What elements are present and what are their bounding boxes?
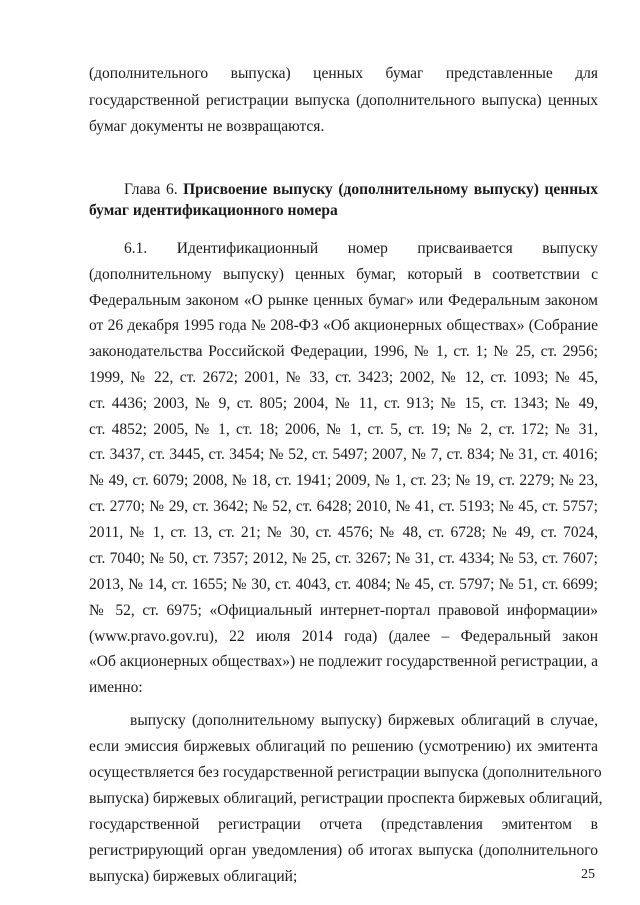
chapter-title-part-1: Присвоение выпуску (дополнительному выпуску) ценных [183,181,598,198]
section-6-1-line-11: ст. 2770; № 29, ст. 3642; № 52, ст. 6428; 2010, № 41, ст. 5193; № 45, ст. 5757; [89,498,598,515]
section-6-1-line-9: ст. 3437, ст. 3445, ст. 3454; № 52, ст. 5497; 2007, № 7, ст. 834; № 31, ст. 4016; [89,446,598,463]
section-6-1-line-17: «Об акционерных обществах») не подлежит государственной регистрации, а [89,653,598,670]
section-6-1-line-13: ст. 7040; № 50, ст. 7357; 2012, № 25, ст. 3267; № 31, ст. 4334; № 53, ст. 7607; [89,550,598,567]
page-number: 25 [581,867,595,882]
section-6-1-line-15: № 52, ст. 6975; «Официальный интернет-портал правовой информации» [89,602,598,619]
section-6-1-line-5: законодательства Российской Федерации, 1996, № 1, ст. 1; № 25, ст. 2956; [89,343,598,360]
item-paragraph-line-6: регистрирующий орган уведомления) об итогах выпуска (дополнительного [89,842,598,859]
item-paragraph-line-1: выпуску (дополнительному выпуску) биржевых облигаций в случае, [130,712,598,729]
section-6-1-line-14: 2013, № 14, ст. 1655; № 30, ст. 4043, ст. 4084; № 45, ст. 5797; № 51, ст. 6699; [89,576,598,593]
top-paragraph-line-1: (дополнительного выпуска) ценных бумаг представленные для [89,65,598,82]
section-6-1-line-4: от 26 декабря 1995 года № 208-ФЗ «Об акционерных обществах» (Собрание [89,317,598,334]
section-6-1-line-1: 6.1. Идентификационный номер присваивается выпуску [124,240,598,257]
item-paragraph-line-4: выпуска) биржевых облигаций, регистрации проспекта биржевых облигаций, [89,790,603,807]
item-paragraph-line-2: если эмиссия биржевых облигаций по решению (усмотрению) их эмитента [89,738,598,755]
item-paragraph-line-5: государственной регистрации отчета (представления эмитентом в [89,816,598,833]
section-6-1-line-12: 2011, № 1, ст. 13, ст. 21; № 30, ст. 4576; № 48, ст. 6728; № 49, ст. 7024, [89,524,598,541]
section-6-1-line-2: (дополнительному выпуску) ценных бумаг, который в соответствии с [89,266,598,283]
top-paragraph-line-3: бумаг документы не возвращаются. [89,118,325,135]
section-6-1-line-7: ст. 4436; 2003, № 9, ст. 805; 2004, № 11, ст. 913; № 15, ст. 1343; № 49, [89,395,598,412]
section-6-1-line-8: ст. 4852; 2005, № 1, ст. 18; 2006, № 1, ст. 5, ст. 19; № 2, ст. 172; № 31, [89,421,598,438]
top-paragraph-line-2: государственной регистрации выпуска (дополнительного выпуска) ценных [89,92,598,109]
section-6-1-line-16: (www.pravo.gov.ru), 22 июля 2014 года) (далее – Федеральный закон [89,628,598,645]
section-6-1-line-18: именно: [89,679,143,696]
chapter-heading-line-1 [124,180,598,200]
chapter-number: Глава 6. [124,181,178,198]
item-paragraph-line-3: осуществляется без государственной регистрации выпуска (дополнительного [89,764,602,781]
section-6-1-line-6: 1999, № 22, ст. 2672; 2001, № 33, ст. 3423; 2002, № 12, ст. 1093; № 45, [89,369,598,386]
chapter-heading-line-2: бумаг идентификационного номера [89,202,338,219]
item-paragraph-line-7: выпуска) биржевых облигаций; [89,868,298,885]
section-6-1-line-10: № 49, ст. 6079; 2008, № 18, ст. 1941; 2009, № 1, ст. 23; № 19, ст. 2279; № 23, [89,472,598,489]
section-6-1-line-3: Федеральным законом «О рынке ценных бумаг» или Федеральным законом [89,292,598,309]
